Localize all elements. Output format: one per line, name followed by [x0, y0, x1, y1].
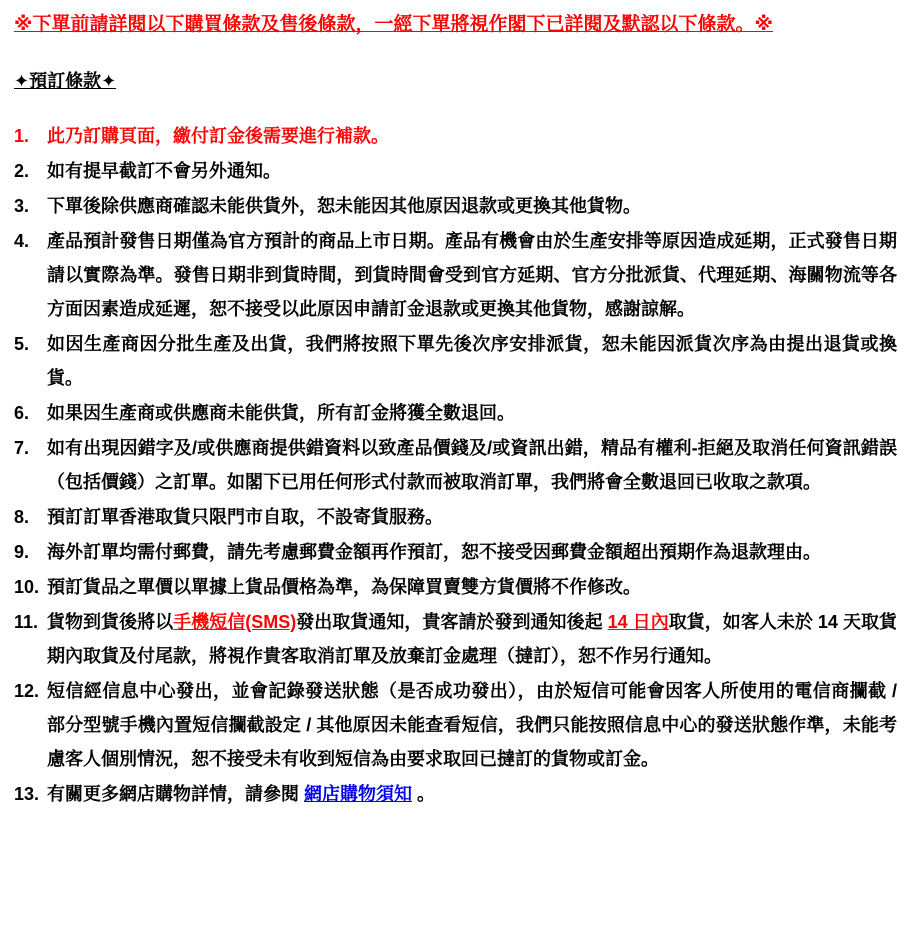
- term-text: 海外訂單均需付郵費，請先考慮郵費金額再作預訂，恕不接受因郵費金額超出預期作為退款理由。: [47, 541, 821, 562]
- term-text: 取貨，如客人未於 14 天取貨期內取貨及付尾款，將視作貴客取消訂單及放棄訂金處理（撻訂），恕不作另行通知。: [47, 611, 898, 666]
- term-number: 8.: [14, 506, 30, 527]
- term-item-3: [14, 189, 897, 223]
- term-item-9: [14, 535, 897, 569]
- highlighted-text: 手機短信(SMS): [173, 611, 297, 632]
- term-item-6: [14, 396, 897, 430]
- term-number: 5.: [14, 333, 30, 354]
- term-text: 如因生產商因分批生產及出貨，我們將按照下單先後次序安排派貨，恕未能因派貨次序為由提出退貨或換貨。: [47, 333, 897, 388]
- term-text: 如有提早截訂不會另外通知。: [47, 160, 281, 181]
- term-item-13: [14, 777, 897, 811]
- page-title: ※下單前請詳閱以下購買條款及售後條款，一經下單將視作閣下已詳閱及默認以下條款。※: [14, 14, 773, 35]
- term-number: 12.: [14, 680, 40, 701]
- term-item-7: [14, 431, 897, 499]
- terms-list: [14, 119, 897, 811]
- term-text: 此乃訂購頁面，繳付訂金後需要進行補款。: [47, 125, 389, 146]
- term-text: 短信經信息中心發出，並會記錄發送狀態（是否成功發出），由於短信可能會因客人所使用的電信商攔截 / 部分型號手機內置短信攔截設定 / 其他原因未能查看短信，我們只能按照信息中心的發送狀態作準，未能考慮客人個別情況，恕不接受未有收到短信為由要求取回已撻訂的貨物或訂金。: [47, 680, 897, 769]
- section-title: ✦預訂條款✦: [14, 70, 117, 91]
- term-text: 如有出現因錯字及/或供應商提供錯資料以致產品價錢及/或資訊出錯，精品有權利-拒絕及取消任何資訊錯誤（包括價錢）之訂單。如閣下已用任何形式付款而被取消訂單，我們將會全數退回已收取之款項。: [47, 437, 897, 492]
- term-item-4: [14, 224, 897, 326]
- term-number: 10.: [14, 576, 40, 597]
- shop-guide-link[interactable]: 網店購物須知: [304, 783, 412, 804]
- term-item-11: [14, 605, 897, 673]
- term-item-10: [14, 570, 897, 604]
- term-text: 預訂貨品之單價以單據上貨品價格為準，為保障買賣雙方貨價將不作修改。: [47, 576, 641, 597]
- term-text: 下單後除供應商確認未能供貨外，恕未能因其他原因退款或更換其他貨物。: [47, 195, 641, 216]
- term-item-8: [14, 500, 897, 534]
- term-text: 有關更多網店購物詳情，請參閱: [47, 783, 304, 804]
- term-number: 6.: [14, 402, 30, 423]
- term-text: 發出取貨通知，貴客請於發到通知後起: [296, 611, 608, 632]
- term-number: 13.: [14, 783, 40, 804]
- term-number: 2.: [14, 160, 30, 181]
- term-number: 1.: [14, 125, 30, 146]
- term-item-12: [14, 674, 897, 776]
- term-number: 11.: [14, 611, 39, 632]
- term-number: 4.: [14, 230, 30, 251]
- term-text: 預訂訂單香港取貨只限門市自取，不設寄貨服務。: [47, 506, 443, 527]
- term-text: 產品預計發售日期僅為官方預計的商品上市日期。產品有機會由於生產安排等原因造成延期，正式發售日期請以實際為準。發售日期非到貨時間，到貨時間會受到官方延期、官方分批派貨、代理延期、海關物流等各方面因素造成延遲，恕不接受以此原因申請訂金退款或更換其他貨物，感謝諒解。: [47, 230, 897, 319]
- highlighted-text: 14 日內: [607, 611, 669, 632]
- term-text: 。: [412, 783, 436, 804]
- term-text: 貨物到貨後將以: [47, 611, 174, 632]
- term-item-2: [14, 154, 897, 188]
- term-text: 如果因生產商或供應商未能供貨，所有訂金將獲全數退回。: [47, 402, 515, 423]
- term-item-1: [14, 119, 897, 153]
- term-item-5: [14, 327, 897, 395]
- term-number: 3.: [14, 195, 30, 216]
- term-number: 7.: [14, 437, 30, 458]
- term-number: 9.: [14, 541, 30, 562]
